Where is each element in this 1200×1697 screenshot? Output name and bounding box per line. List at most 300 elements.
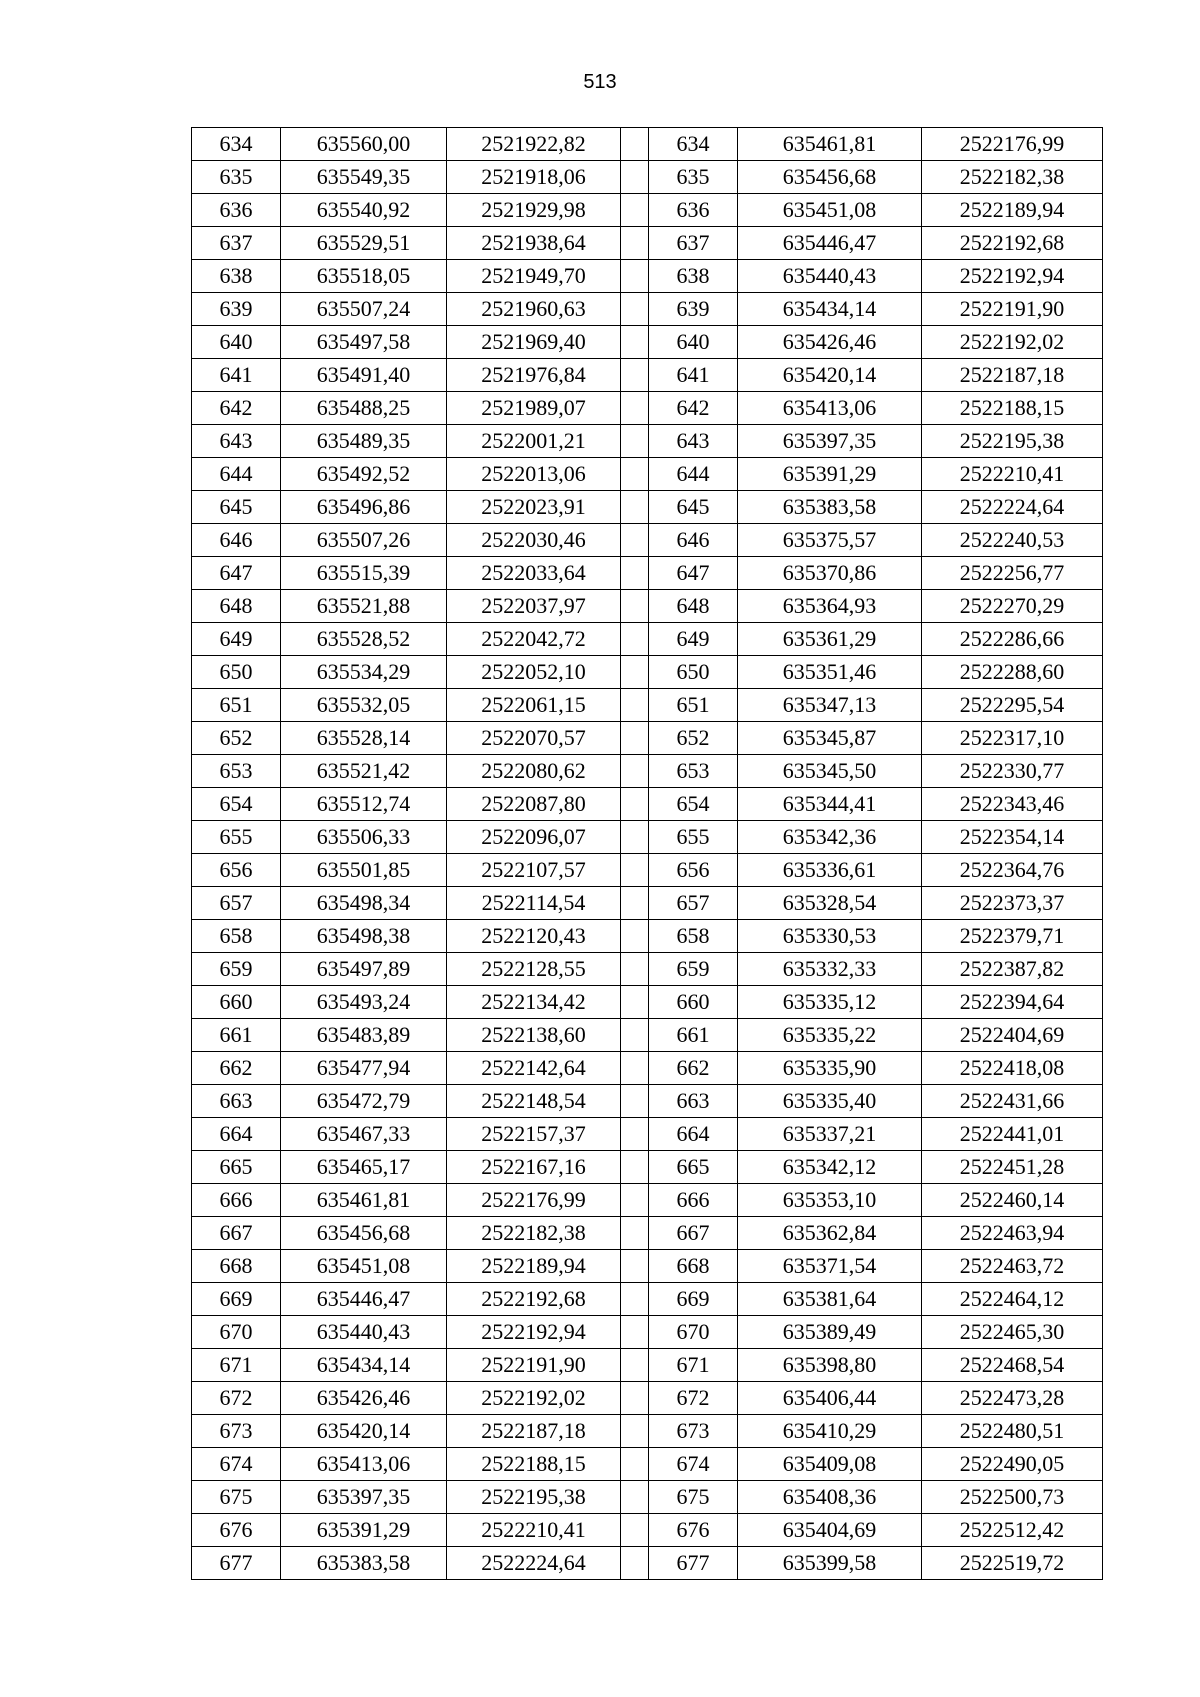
spacer-cell — [621, 392, 649, 425]
spacer-cell — [621, 1415, 649, 1448]
right-x-coordinate-cell: 635335,22 — [738, 1019, 922, 1052]
left-x-coordinate-cell: 635488,25 — [281, 392, 447, 425]
right-x-coordinate-cell: 635361,29 — [738, 623, 922, 656]
table-row — [192, 953, 1103, 986]
left-x-coordinate-cell: 635532,05 — [281, 689, 447, 722]
right-y-coordinate-cell: 2522286,66 — [922, 623, 1103, 656]
right-point-number-cell: 654 — [649, 788, 738, 821]
page-number: 513 — [583, 71, 617, 93]
left-point-number-cell: 657 — [192, 887, 281, 920]
right-point-number-cell: 658 — [649, 920, 738, 953]
left-x-coordinate-cell: 635534,29 — [281, 656, 447, 689]
left-point-number-cell: 634 — [192, 128, 281, 161]
spacer-cell — [621, 161, 649, 194]
left-x-coordinate-cell: 635529,51 — [281, 227, 447, 260]
left-point-number-cell: 650 — [192, 656, 281, 689]
right-y-coordinate-cell: 2522431,66 — [922, 1085, 1103, 1118]
right-point-number-cell: 670 — [649, 1316, 738, 1349]
left-point-number-cell: 667 — [192, 1217, 281, 1250]
right-point-number-cell: 660 — [649, 986, 738, 1019]
left-x-coordinate-cell: 635521,42 — [281, 755, 447, 788]
table-row — [192, 1184, 1103, 1217]
left-y-coordinate-cell: 2522142,64 — [447, 1052, 621, 1085]
right-point-number-cell: 648 — [649, 590, 738, 623]
table-row — [192, 458, 1103, 491]
spacer-cell — [621, 293, 649, 326]
left-x-coordinate-cell: 635451,08 — [281, 1250, 447, 1283]
left-y-coordinate-cell: 2522033,64 — [447, 557, 621, 590]
table-row — [192, 1019, 1103, 1052]
spacer-cell — [621, 656, 649, 689]
spacer-cell — [621, 1250, 649, 1283]
right-x-coordinate-cell: 635413,06 — [738, 392, 922, 425]
right-point-number-cell: 674 — [649, 1448, 738, 1481]
right-y-coordinate-cell: 2522188,15 — [922, 392, 1103, 425]
right-x-coordinate-cell: 635371,54 — [738, 1250, 922, 1283]
left-point-number-cell: 656 — [192, 854, 281, 887]
left-x-coordinate-cell: 635528,14 — [281, 722, 447, 755]
left-x-coordinate-cell: 635518,05 — [281, 260, 447, 293]
right-y-coordinate-cell: 2522512,42 — [922, 1514, 1103, 1547]
left-x-coordinate-cell: 635507,26 — [281, 524, 447, 557]
table-row — [192, 161, 1103, 194]
left-x-coordinate-cell: 635420,14 — [281, 1415, 447, 1448]
spacer-cell — [621, 623, 649, 656]
left-y-coordinate-cell: 2522138,60 — [447, 1019, 621, 1052]
right-point-number-cell: 652 — [649, 722, 738, 755]
right-point-number-cell: 635 — [649, 161, 738, 194]
left-y-coordinate-cell: 2522192,94 — [447, 1316, 621, 1349]
table-row — [192, 524, 1103, 557]
spacer-cell — [621, 590, 649, 623]
spacer-cell — [621, 1547, 649, 1580]
right-y-coordinate-cell: 2522191,90 — [922, 293, 1103, 326]
right-x-coordinate-cell: 635404,69 — [738, 1514, 922, 1547]
left-point-number-cell: 653 — [192, 755, 281, 788]
spacer-cell — [621, 1448, 649, 1481]
right-x-coordinate-cell: 635397,35 — [738, 425, 922, 458]
right-y-coordinate-cell: 2522387,82 — [922, 953, 1103, 986]
table-row — [192, 491, 1103, 524]
left-x-coordinate-cell: 635461,81 — [281, 1184, 447, 1217]
right-y-coordinate-cell: 2522441,01 — [922, 1118, 1103, 1151]
left-y-coordinate-cell: 2522070,57 — [447, 722, 621, 755]
spacer-cell — [621, 359, 649, 392]
spacer-cell — [621, 227, 649, 260]
left-x-coordinate-cell: 635492,52 — [281, 458, 447, 491]
right-point-number-cell: 659 — [649, 953, 738, 986]
left-point-number-cell: 646 — [192, 524, 281, 557]
right-point-number-cell: 661 — [649, 1019, 738, 1052]
left-x-coordinate-cell: 635413,06 — [281, 1448, 447, 1481]
right-y-coordinate-cell: 2522343,46 — [922, 788, 1103, 821]
left-point-number-cell: 659 — [192, 953, 281, 986]
left-y-coordinate-cell: 2522096,07 — [447, 821, 621, 854]
right-y-coordinate-cell: 2522464,12 — [922, 1283, 1103, 1316]
right-y-coordinate-cell: 2522295,54 — [922, 689, 1103, 722]
spacer-cell — [621, 1085, 649, 1118]
left-y-coordinate-cell: 2521938,64 — [447, 227, 621, 260]
left-y-coordinate-cell: 2521989,07 — [447, 392, 621, 425]
left-x-coordinate-cell: 635498,34 — [281, 887, 447, 920]
table-row — [192, 293, 1103, 326]
left-x-coordinate-cell: 635498,38 — [281, 920, 447, 953]
left-point-number-cell: 662 — [192, 1052, 281, 1085]
coordinates-table — [191, 127, 1103, 1580]
right-point-number-cell: 639 — [649, 293, 738, 326]
left-y-coordinate-cell: 2522192,68 — [447, 1283, 621, 1316]
right-point-number-cell: 656 — [649, 854, 738, 887]
left-y-coordinate-cell: 2522120,43 — [447, 920, 621, 953]
left-x-coordinate-cell: 635465,17 — [281, 1151, 447, 1184]
right-x-coordinate-cell: 635345,50 — [738, 755, 922, 788]
spacer-cell — [621, 887, 649, 920]
spacer-cell — [621, 755, 649, 788]
right-point-number-cell: 676 — [649, 1514, 738, 1547]
right-y-coordinate-cell: 2522373,37 — [922, 887, 1103, 920]
left-x-coordinate-cell: 635528,52 — [281, 623, 447, 656]
right-point-number-cell: 671 — [649, 1349, 738, 1382]
left-point-number-cell: 640 — [192, 326, 281, 359]
right-x-coordinate-cell: 635409,08 — [738, 1448, 922, 1481]
left-point-number-cell: 669 — [192, 1283, 281, 1316]
table-row — [192, 722, 1103, 755]
left-y-coordinate-cell: 2522224,64 — [447, 1547, 621, 1580]
left-x-coordinate-cell: 635497,89 — [281, 953, 447, 986]
spacer-cell — [621, 1349, 649, 1382]
right-point-number-cell: 666 — [649, 1184, 738, 1217]
table-row — [192, 1514, 1103, 1547]
left-point-number-cell: 641 — [192, 359, 281, 392]
right-y-coordinate-cell: 2522500,73 — [922, 1481, 1103, 1514]
left-x-coordinate-cell: 635521,88 — [281, 590, 447, 623]
left-point-number-cell: 638 — [192, 260, 281, 293]
left-point-number-cell: 655 — [192, 821, 281, 854]
right-x-coordinate-cell: 635336,61 — [738, 854, 922, 887]
left-x-coordinate-cell: 635512,74 — [281, 788, 447, 821]
left-y-coordinate-cell: 2522052,10 — [447, 656, 621, 689]
spacer-cell — [621, 788, 649, 821]
right-point-number-cell: 649 — [649, 623, 738, 656]
left-point-number-cell: 666 — [192, 1184, 281, 1217]
table-row — [192, 1448, 1103, 1481]
spacer-cell — [621, 1283, 649, 1316]
table-row — [192, 227, 1103, 260]
left-y-coordinate-cell: 2522182,38 — [447, 1217, 621, 1250]
right-y-coordinate-cell: 2522463,72 — [922, 1250, 1103, 1283]
right-x-coordinate-cell: 635342,36 — [738, 821, 922, 854]
right-x-coordinate-cell: 635389,49 — [738, 1316, 922, 1349]
left-x-coordinate-cell: 635515,39 — [281, 557, 447, 590]
table-row — [192, 128, 1103, 161]
left-y-coordinate-cell: 2522128,55 — [447, 953, 621, 986]
table-row — [192, 887, 1103, 920]
right-point-number-cell: 637 — [649, 227, 738, 260]
spacer-cell — [621, 194, 649, 227]
left-point-number-cell: 675 — [192, 1481, 281, 1514]
left-y-coordinate-cell: 2522080,62 — [447, 755, 621, 788]
left-x-coordinate-cell: 635391,29 — [281, 1514, 447, 1547]
left-point-number-cell: 644 — [192, 458, 281, 491]
right-x-coordinate-cell: 635362,84 — [738, 1217, 922, 1250]
right-x-coordinate-cell: 635398,80 — [738, 1349, 922, 1382]
right-y-coordinate-cell: 2522418,08 — [922, 1052, 1103, 1085]
right-y-coordinate-cell: 2522480,51 — [922, 1415, 1103, 1448]
table-row — [192, 1118, 1103, 1151]
right-point-number-cell: 651 — [649, 689, 738, 722]
right-point-number-cell: 677 — [649, 1547, 738, 1580]
left-y-coordinate-cell: 2522001,21 — [447, 425, 621, 458]
right-x-coordinate-cell: 635353,10 — [738, 1184, 922, 1217]
right-y-coordinate-cell: 2522330,77 — [922, 755, 1103, 788]
right-x-coordinate-cell: 635461,81 — [738, 128, 922, 161]
right-y-coordinate-cell: 2522240,53 — [922, 524, 1103, 557]
left-y-coordinate-cell: 2521918,06 — [447, 161, 621, 194]
right-point-number-cell: 672 — [649, 1382, 738, 1415]
left-y-coordinate-cell: 2522148,54 — [447, 1085, 621, 1118]
right-x-coordinate-cell: 635410,29 — [738, 1415, 922, 1448]
right-y-coordinate-cell: 2522451,28 — [922, 1151, 1103, 1184]
spacer-cell — [621, 128, 649, 161]
table-row — [192, 260, 1103, 293]
right-y-coordinate-cell: 2522192,94 — [922, 260, 1103, 293]
left-point-number-cell: 639 — [192, 293, 281, 326]
right-point-number-cell: 634 — [649, 128, 738, 161]
left-x-coordinate-cell: 635434,14 — [281, 1349, 447, 1382]
table-row — [192, 1547, 1103, 1580]
left-y-coordinate-cell: 2521960,63 — [447, 293, 621, 326]
left-point-number-cell: 658 — [192, 920, 281, 953]
right-x-coordinate-cell: 635337,21 — [738, 1118, 922, 1151]
left-y-coordinate-cell: 2521969,40 — [447, 326, 621, 359]
coordinates-table-body — [192, 128, 1103, 1580]
left-y-coordinate-cell: 2521976,84 — [447, 359, 621, 392]
left-point-number-cell: 664 — [192, 1118, 281, 1151]
table-row — [192, 359, 1103, 392]
right-point-number-cell: 675 — [649, 1481, 738, 1514]
right-x-coordinate-cell: 635440,43 — [738, 260, 922, 293]
left-y-coordinate-cell: 2522087,80 — [447, 788, 621, 821]
right-x-coordinate-cell: 635456,68 — [738, 161, 922, 194]
left-point-number-cell: 651 — [192, 689, 281, 722]
right-x-coordinate-cell: 635434,14 — [738, 293, 922, 326]
left-point-number-cell: 661 — [192, 1019, 281, 1052]
right-point-number-cell: 655 — [649, 821, 738, 854]
right-x-coordinate-cell: 635399,58 — [738, 1547, 922, 1580]
table-row — [192, 623, 1103, 656]
table-row — [192, 821, 1103, 854]
left-y-coordinate-cell: 2522061,15 — [447, 689, 621, 722]
spacer-cell — [621, 425, 649, 458]
spacer-cell — [621, 326, 649, 359]
table-row — [192, 392, 1103, 425]
spacer-cell — [621, 458, 649, 491]
right-y-coordinate-cell: 2522256,77 — [922, 557, 1103, 590]
spacer-cell — [621, 1481, 649, 1514]
left-x-coordinate-cell: 635456,68 — [281, 1217, 447, 1250]
table-row — [192, 788, 1103, 821]
spacer-cell — [621, 524, 649, 557]
right-x-coordinate-cell: 635408,36 — [738, 1481, 922, 1514]
right-y-coordinate-cell: 2522317,10 — [922, 722, 1103, 755]
right-x-coordinate-cell: 635364,93 — [738, 590, 922, 623]
table-row — [192, 557, 1103, 590]
spacer-cell — [621, 1382, 649, 1415]
left-point-number-cell: 671 — [192, 1349, 281, 1382]
spacer-cell — [621, 821, 649, 854]
right-x-coordinate-cell: 635446,47 — [738, 227, 922, 260]
table-row — [192, 326, 1103, 359]
left-x-coordinate-cell: 635549,35 — [281, 161, 447, 194]
table-row — [192, 425, 1103, 458]
right-x-coordinate-cell: 635347,13 — [738, 689, 922, 722]
left-x-coordinate-cell: 635383,58 — [281, 1547, 447, 1580]
left-x-coordinate-cell: 635489,35 — [281, 425, 447, 458]
table-row — [192, 1151, 1103, 1184]
table-row — [192, 1052, 1103, 1085]
right-point-number-cell: 665 — [649, 1151, 738, 1184]
right-x-coordinate-cell: 635332,33 — [738, 953, 922, 986]
right-x-coordinate-cell: 635351,46 — [738, 656, 922, 689]
right-point-number-cell: 673 — [649, 1415, 738, 1448]
right-point-number-cell: 647 — [649, 557, 738, 590]
left-y-coordinate-cell: 2522189,94 — [447, 1250, 621, 1283]
left-x-coordinate-cell: 635560,00 — [281, 128, 447, 161]
left-y-coordinate-cell: 2521922,82 — [447, 128, 621, 161]
right-y-coordinate-cell: 2522189,94 — [922, 194, 1103, 227]
left-point-number-cell: 665 — [192, 1151, 281, 1184]
spacer-cell — [621, 260, 649, 293]
left-x-coordinate-cell: 635477,94 — [281, 1052, 447, 1085]
left-point-number-cell: 672 — [192, 1382, 281, 1415]
table-row — [192, 755, 1103, 788]
right-y-coordinate-cell: 2522404,69 — [922, 1019, 1103, 1052]
right-x-coordinate-cell: 635344,41 — [738, 788, 922, 821]
left-x-coordinate-cell: 635491,40 — [281, 359, 447, 392]
left-y-coordinate-cell: 2522107,57 — [447, 854, 621, 887]
right-point-number-cell: 642 — [649, 392, 738, 425]
right-point-number-cell: 667 — [649, 1217, 738, 1250]
left-point-number-cell: 654 — [192, 788, 281, 821]
spacer-cell — [621, 854, 649, 887]
left-y-coordinate-cell: 2522134,42 — [447, 986, 621, 1019]
left-y-coordinate-cell: 2522187,18 — [447, 1415, 621, 1448]
right-x-coordinate-cell: 635370,86 — [738, 557, 922, 590]
right-y-coordinate-cell: 2522192,02 — [922, 326, 1103, 359]
right-point-number-cell: 668 — [649, 1250, 738, 1283]
table-row — [192, 1250, 1103, 1283]
left-point-number-cell: 637 — [192, 227, 281, 260]
spacer-cell — [621, 722, 649, 755]
table-row — [192, 1481, 1103, 1514]
spacer-cell — [621, 1019, 649, 1052]
right-x-coordinate-cell: 635383,58 — [738, 491, 922, 524]
left-point-number-cell: 660 — [192, 986, 281, 1019]
table-row — [192, 986, 1103, 1019]
right-point-number-cell: 662 — [649, 1052, 738, 1085]
right-y-coordinate-cell: 2522490,05 — [922, 1448, 1103, 1481]
right-y-coordinate-cell: 2522187,18 — [922, 359, 1103, 392]
right-point-number-cell: 636 — [649, 194, 738, 227]
right-y-coordinate-cell: 2522288,60 — [922, 656, 1103, 689]
right-x-coordinate-cell: 635375,57 — [738, 524, 922, 557]
left-y-coordinate-cell: 2522192,02 — [447, 1382, 621, 1415]
right-point-number-cell: 640 — [649, 326, 738, 359]
spacer-cell — [621, 1514, 649, 1547]
right-y-coordinate-cell: 2522192,68 — [922, 227, 1103, 260]
left-point-number-cell: 663 — [192, 1085, 281, 1118]
left-y-coordinate-cell: 2522013,06 — [447, 458, 621, 491]
left-x-coordinate-cell: 635540,92 — [281, 194, 447, 227]
right-x-coordinate-cell: 635335,12 — [738, 986, 922, 1019]
spacer-cell — [621, 1217, 649, 1250]
left-point-number-cell: 676 — [192, 1514, 281, 1547]
left-x-coordinate-cell: 635440,43 — [281, 1316, 447, 1349]
left-y-coordinate-cell: 2522114,54 — [447, 887, 621, 920]
right-y-coordinate-cell: 2522473,28 — [922, 1382, 1103, 1415]
spacer-cell — [621, 953, 649, 986]
left-y-coordinate-cell: 2522176,99 — [447, 1184, 621, 1217]
spacer-cell — [621, 986, 649, 1019]
left-point-number-cell: 636 — [192, 194, 281, 227]
left-y-coordinate-cell: 2521929,98 — [447, 194, 621, 227]
table-row — [192, 194, 1103, 227]
right-x-coordinate-cell: 635451,08 — [738, 194, 922, 227]
table-row — [192, 1085, 1103, 1118]
left-y-coordinate-cell: 2521949,70 — [447, 260, 621, 293]
right-point-number-cell: 643 — [649, 425, 738, 458]
left-point-number-cell: 647 — [192, 557, 281, 590]
table-row — [192, 1382, 1103, 1415]
spacer-cell — [621, 1151, 649, 1184]
left-point-number-cell: 668 — [192, 1250, 281, 1283]
left-y-coordinate-cell: 2522023,91 — [447, 491, 621, 524]
table-row — [192, 656, 1103, 689]
spacer-cell — [621, 1316, 649, 1349]
right-point-number-cell: 641 — [649, 359, 738, 392]
right-point-number-cell: 653 — [649, 755, 738, 788]
left-x-coordinate-cell: 635507,24 — [281, 293, 447, 326]
right-x-coordinate-cell: 635342,12 — [738, 1151, 922, 1184]
left-y-coordinate-cell: 2522030,46 — [447, 524, 621, 557]
right-y-coordinate-cell: 2522210,41 — [922, 458, 1103, 491]
right-x-coordinate-cell: 635345,87 — [738, 722, 922, 755]
right-y-coordinate-cell: 2522465,30 — [922, 1316, 1103, 1349]
right-y-coordinate-cell: 2522224,64 — [922, 491, 1103, 524]
right-x-coordinate-cell: 635391,29 — [738, 458, 922, 491]
right-x-coordinate-cell: 635330,53 — [738, 920, 922, 953]
left-x-coordinate-cell: 635472,79 — [281, 1085, 447, 1118]
left-x-coordinate-cell: 635467,33 — [281, 1118, 447, 1151]
left-point-number-cell: 648 — [192, 590, 281, 623]
table-row — [192, 1316, 1103, 1349]
left-point-number-cell: 649 — [192, 623, 281, 656]
table-row — [192, 689, 1103, 722]
left-point-number-cell: 652 — [192, 722, 281, 755]
right-y-coordinate-cell: 2522463,94 — [922, 1217, 1103, 1250]
right-point-number-cell: 638 — [649, 260, 738, 293]
left-x-coordinate-cell: 635506,33 — [281, 821, 447, 854]
table-row — [192, 590, 1103, 623]
right-y-coordinate-cell: 2522354,14 — [922, 821, 1103, 854]
left-y-coordinate-cell: 2522188,15 — [447, 1448, 621, 1481]
left-y-coordinate-cell: 2522042,72 — [447, 623, 621, 656]
right-y-coordinate-cell: 2522394,64 — [922, 986, 1103, 1019]
left-x-coordinate-cell: 635501,85 — [281, 854, 447, 887]
right-x-coordinate-cell: 635426,46 — [738, 326, 922, 359]
table-row — [192, 854, 1103, 887]
table-row — [192, 1283, 1103, 1316]
